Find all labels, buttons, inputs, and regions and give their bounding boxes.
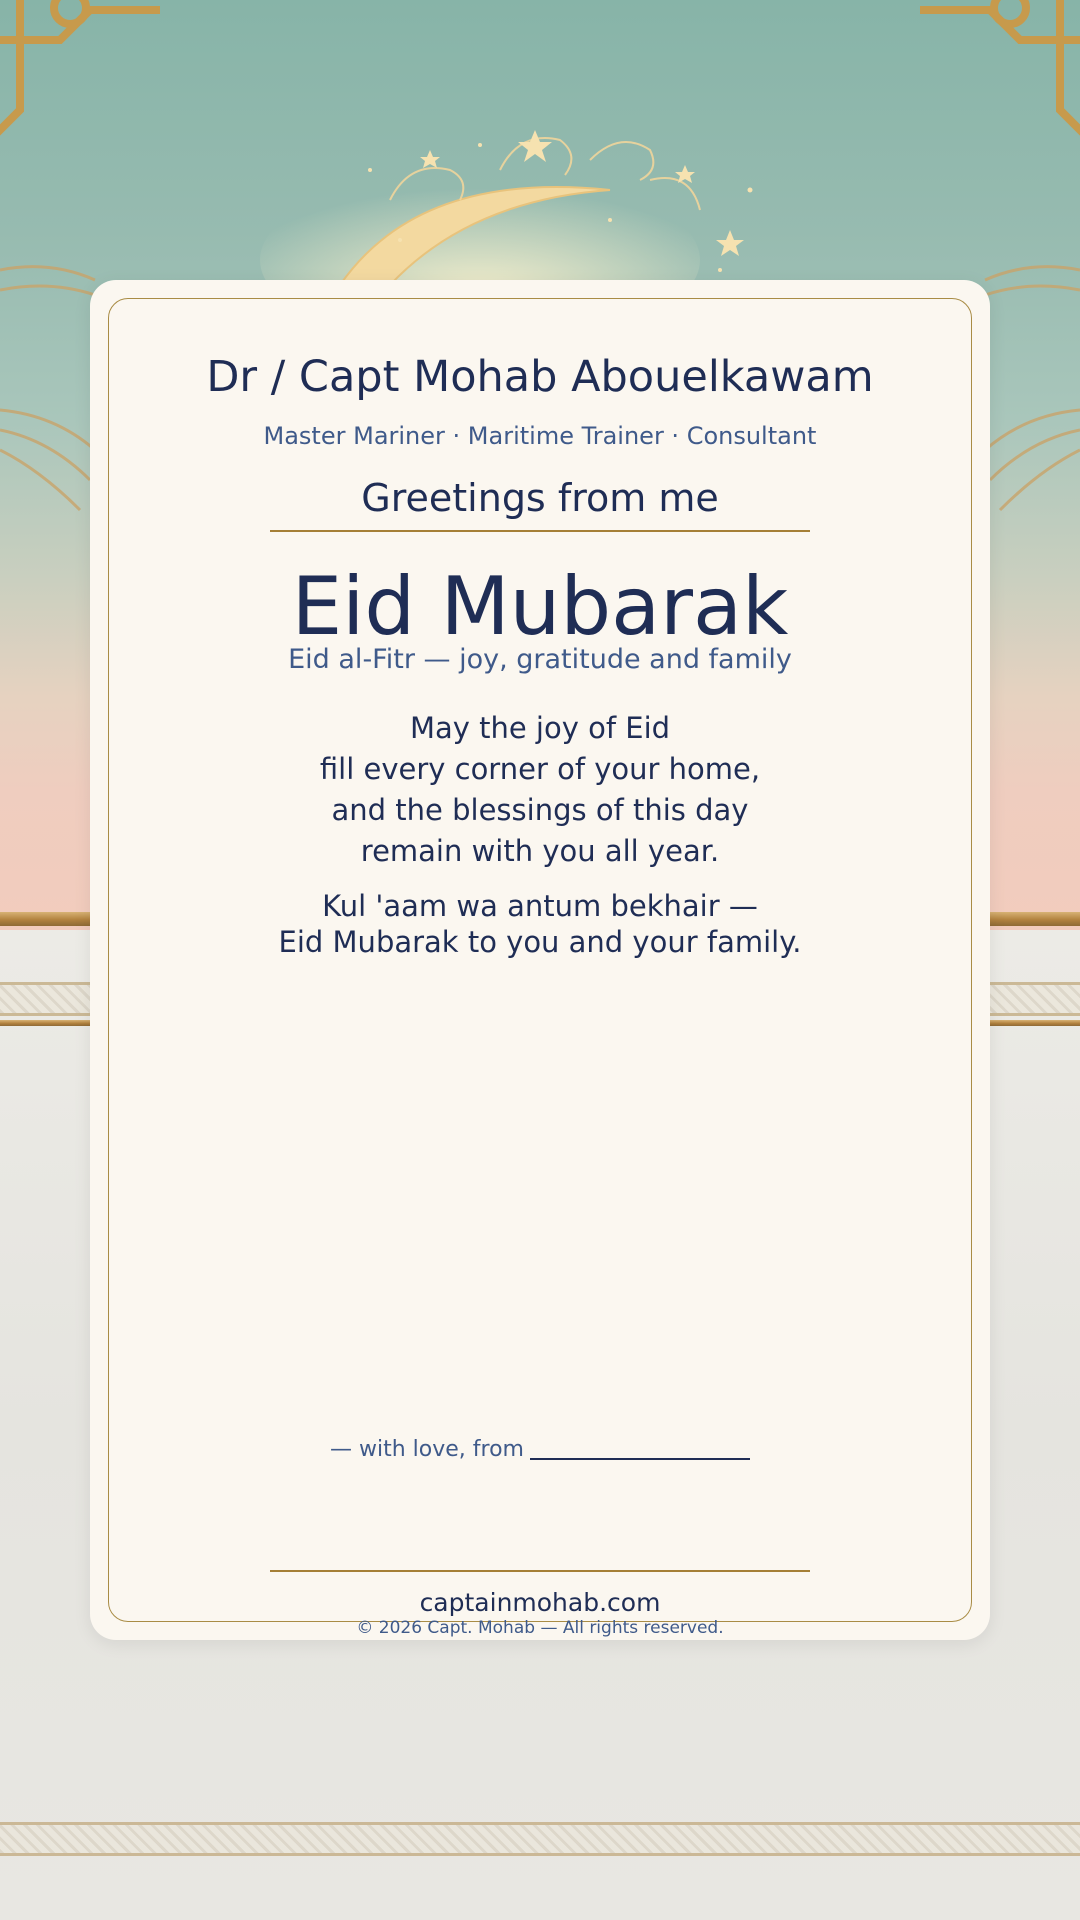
greeting-heading: Greetings from me [361, 476, 719, 520]
poem-text [90, 708, 990, 872]
crescent-moon-icon [250, 110, 770, 290]
blessing-text [90, 888, 990, 960]
sender-titles: Master Mariner · Maritime Trainer · Consultant [263, 422, 817, 450]
copyright-text: © 2026 Capt. Mohab — All rights reserved. [356, 1618, 724, 1638]
website-link[interactable]: captainmohab.com [419, 1588, 661, 1617]
poem-line: May the joy of Eid [409, 711, 671, 745]
lattice-corner-icon [900, 0, 1080, 160]
eid-tagline: Eid al-Fitr — joy, gratitude and family [288, 644, 792, 675]
palm-frond-icon [0, 250, 100, 530]
poem-line: and the blessings of this day [331, 793, 749, 827]
blessing-line: Kul 'aam wa antum bekhair — [322, 889, 758, 923]
poem-line: fill every corner of your home, [319, 752, 761, 786]
lattice-corner-icon [0, 0, 180, 160]
divider-bottom [270, 1570, 810, 1572]
sender-name: Dr / Capt Mohab Abouelkawam [206, 352, 874, 402]
signature-line [90, 1437, 990, 1462]
signature-label: — with love, from [330, 1437, 524, 1462]
poem-line: remain with you all year. [360, 834, 720, 868]
signature-blank[interactable] [530, 1458, 750, 1460]
blessing-line: Eid Mubarak to you and your family. [278, 925, 802, 959]
palm-frond-icon [980, 250, 1080, 530]
lattice-band-bottom [0, 1822, 1080, 1856]
eid-headline: Eid Mubarak [291, 560, 789, 653]
greeting-card [90, 280, 990, 1640]
divider-top [270, 530, 810, 532]
